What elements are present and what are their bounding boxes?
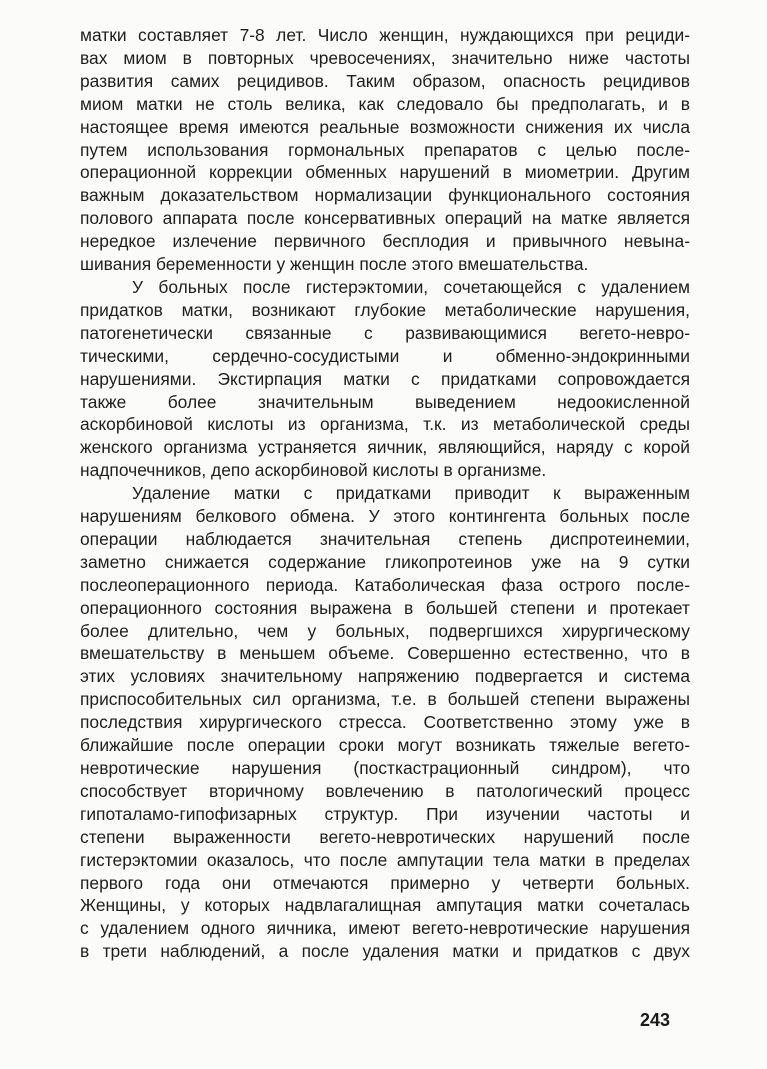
- text-line: нередкое излечение первичного бесплодия и привычного невына-: [80, 231, 690, 252]
- text-line: послеоперационного периода. Катаболическая фаза острого после-: [80, 574, 690, 595]
- text-line: заметно снижается содержание гликопротеинов уже на 9 сутки: [80, 551, 690, 572]
- text-line: ближайшие после операции сроки могут возникать тяжелые вегето-: [80, 735, 690, 756]
- text-line: надпочечников, депо аскорбиновой кислоты в организме.: [80, 460, 547, 481]
- text-line: способствует вторичному вовлечению в патологический процесс: [80, 780, 690, 801]
- text-line: также более значительным выведением недоокисленной: [80, 391, 690, 412]
- paragraph-3: [80, 482, 690, 963]
- text-line: с удалением одного яичника, имеют вегето-невротические нарушения: [80, 918, 690, 939]
- text-line: операции наблюдается значительная степень диспротеинемии,: [80, 528, 690, 549]
- text-line: нарушениям белкового обмена. У этого контингента больных после: [80, 506, 690, 527]
- text-line: миом матки не столь велика, как следовало бы предполагать, и в: [80, 93, 690, 114]
- text-line: вах миом в повторных чревосечениях, значительно ниже частоты: [80, 47, 690, 68]
- text-line: этих условиях значительному напряжению подвергается и система: [80, 666, 690, 687]
- text-line: в трети наблюдений, а после удаления матки и придатков с двух: [80, 941, 690, 962]
- text-line: полового аппарата после консервативных операций на матке является: [80, 208, 690, 229]
- paragraph-1: [80, 24, 690, 276]
- text-line: У больных после гистерэктомии, сочетающейся с удалением: [132, 276, 690, 297]
- text-line: первого года они отмечаются примерно у четверти больных.: [80, 872, 690, 893]
- text-line: Женщины, у которых надвлагалищная ампутация матки сочеталась: [80, 895, 690, 916]
- text-line: вмешательству в меньшем объеме. Совершенно естественно, что в: [80, 643, 690, 664]
- page-number: 243: [640, 1010, 671, 1030]
- text-line: гистерэктомии оказалось, что после ампутации тела матки в пределах: [80, 849, 690, 870]
- text-line: аскорбиновой кислоты из организма, т.к. из метаболической среды: [80, 414, 690, 435]
- text-line: операционной коррекции обменных нарушений в миометрии. Другим: [80, 162, 690, 183]
- text-line: приспособительных сил организма, т.е. в большей степени выражены: [80, 689, 690, 710]
- text-line: Удаление матки с придатками приводит к выраженным: [132, 483, 690, 504]
- text-line: патогенетически связанные с развивающимися вегето-невро-: [80, 322, 690, 343]
- text-line: важным доказательством нормализации функционального состояния: [80, 185, 690, 206]
- text-line: шивания беременности у женщин после этого вмешательства.: [80, 254, 589, 275]
- text-line: невротические нарушения (посткастрационный синдром), что: [80, 758, 690, 778]
- text-line: настоящее время имеются реальные возможности снижения их числа: [80, 116, 690, 137]
- text-line: последствия хирургического стресса. Соответственно этому уже в: [80, 712, 690, 733]
- text-line: степени выраженности вегето-невротических нарушений после: [80, 826, 690, 847]
- text-line: более длительно, чем у больных, подвергшихся хирургическому: [80, 620, 690, 641]
- text-line: придатков матки, возникают глубокие метаболические нарушения,: [80, 299, 690, 320]
- text-line: операционного состояния выражена в большей степени и протекает: [80, 597, 690, 618]
- text-line: гипоталамо-гипофизарных структур. При изучении частоты и: [80, 803, 690, 824]
- text-line: развития самих рецидивов. Таким образом, опасность рецидивов: [80, 70, 690, 91]
- text-line: путем использования гормональных препаратов с целью после-: [80, 139, 690, 160]
- body-text: [80, 24, 690, 963]
- text-line: нарушениями. Экстирпация матки с придатками сопровождается: [80, 368, 690, 389]
- text-line: тическими, сердечно-сосудистыми и обменно-эндокринными: [80, 345, 690, 366]
- paragraph-2: [80, 276, 690, 482]
- text-line: женского организма устраняется яичник, являющийся, наряду с корой: [80, 437, 690, 458]
- text-line: матки составляет 7-8 лет. Число женщин, нуждающихся при рециди-: [80, 25, 690, 45]
